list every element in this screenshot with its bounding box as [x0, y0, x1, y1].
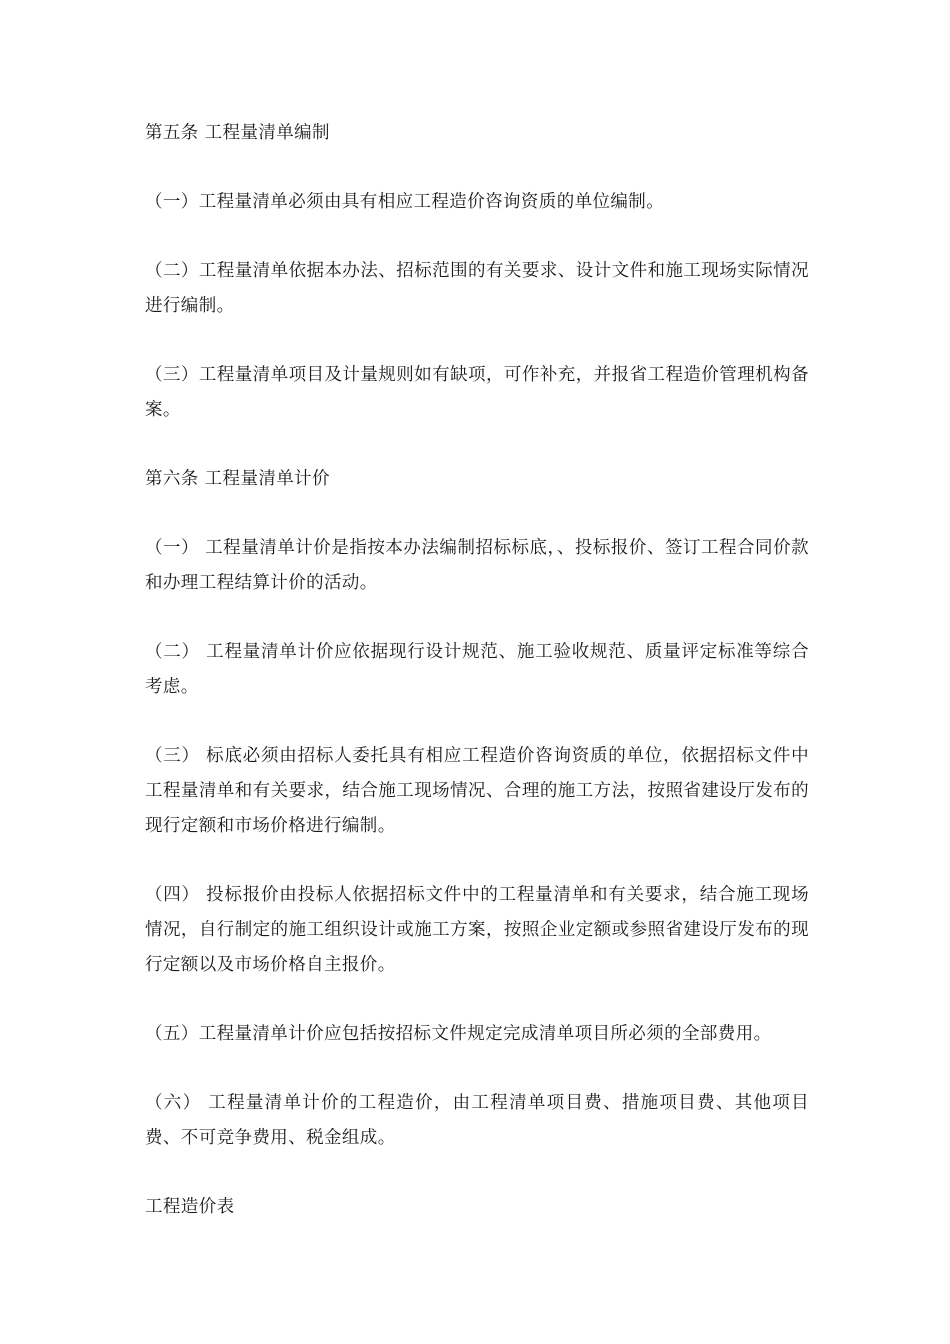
article-6-item-3: （三） 标底必须由招标人委托具有相应工程造价咨询资质的单位，依据招标文件中工程量清单和有关要求，结合施工现场情况、合理的施工方法，按照省建设厅发布的现行定额和市场价格进行编制。 [145, 746, 809, 836]
article-5-item-1: （一）工程量清单必须由具有相应工程造价咨询资质的单位编制。 [145, 192, 665, 212]
article-5-title: 第五条 工程量清单编制 [145, 123, 330, 143]
article-6-item-5: （五）工程量清单计价应包括按招标文件规定完成清单项目所必须的全部费用。 [145, 1024, 772, 1044]
article-6-item-1: （一） 工程量清单计价是指按本办法编制招标标底，、投标报价、签订工程合同价款和办理工程结算计价的活动。 [145, 538, 809, 593]
document-page [145, 116, 809, 1259]
article-6-item-4: （四） 投标报价由投标人依据招标文件中的工程量清单和有关要求，结合施工现场情况，自行制定的施工组织设计或施工方案，按照企业定额或参照省建设厅发布的现行定额以及市场价格自主报价。 [145, 885, 809, 975]
article-6-item-6: （六） 工程量清单计价的工程造价，由工程清单项目费、措施项目费、其他项目费、不可竞争费用、税金组成。 [145, 1093, 809, 1148]
article-6-item-2: （二） 工程量清单计价应依据现行设计规范、施工验收规范、质量评定标准等综合考虑。 [145, 642, 809, 697]
cost-table-title: 工程造价表 [145, 1197, 235, 1217]
article-5-item-2: （二）工程量清单依据本办法、招标范围的有关要求、设计文件和施工现场实际情况进行编制。 [145, 261, 809, 316]
article-6-title: 第六条 工程量清单计价 [145, 469, 330, 489]
article-5-item-3: （三）工程量清单项目及计量规则如有缺项，可作补充，并报省工程造价管理机构备案。 [145, 365, 809, 420]
